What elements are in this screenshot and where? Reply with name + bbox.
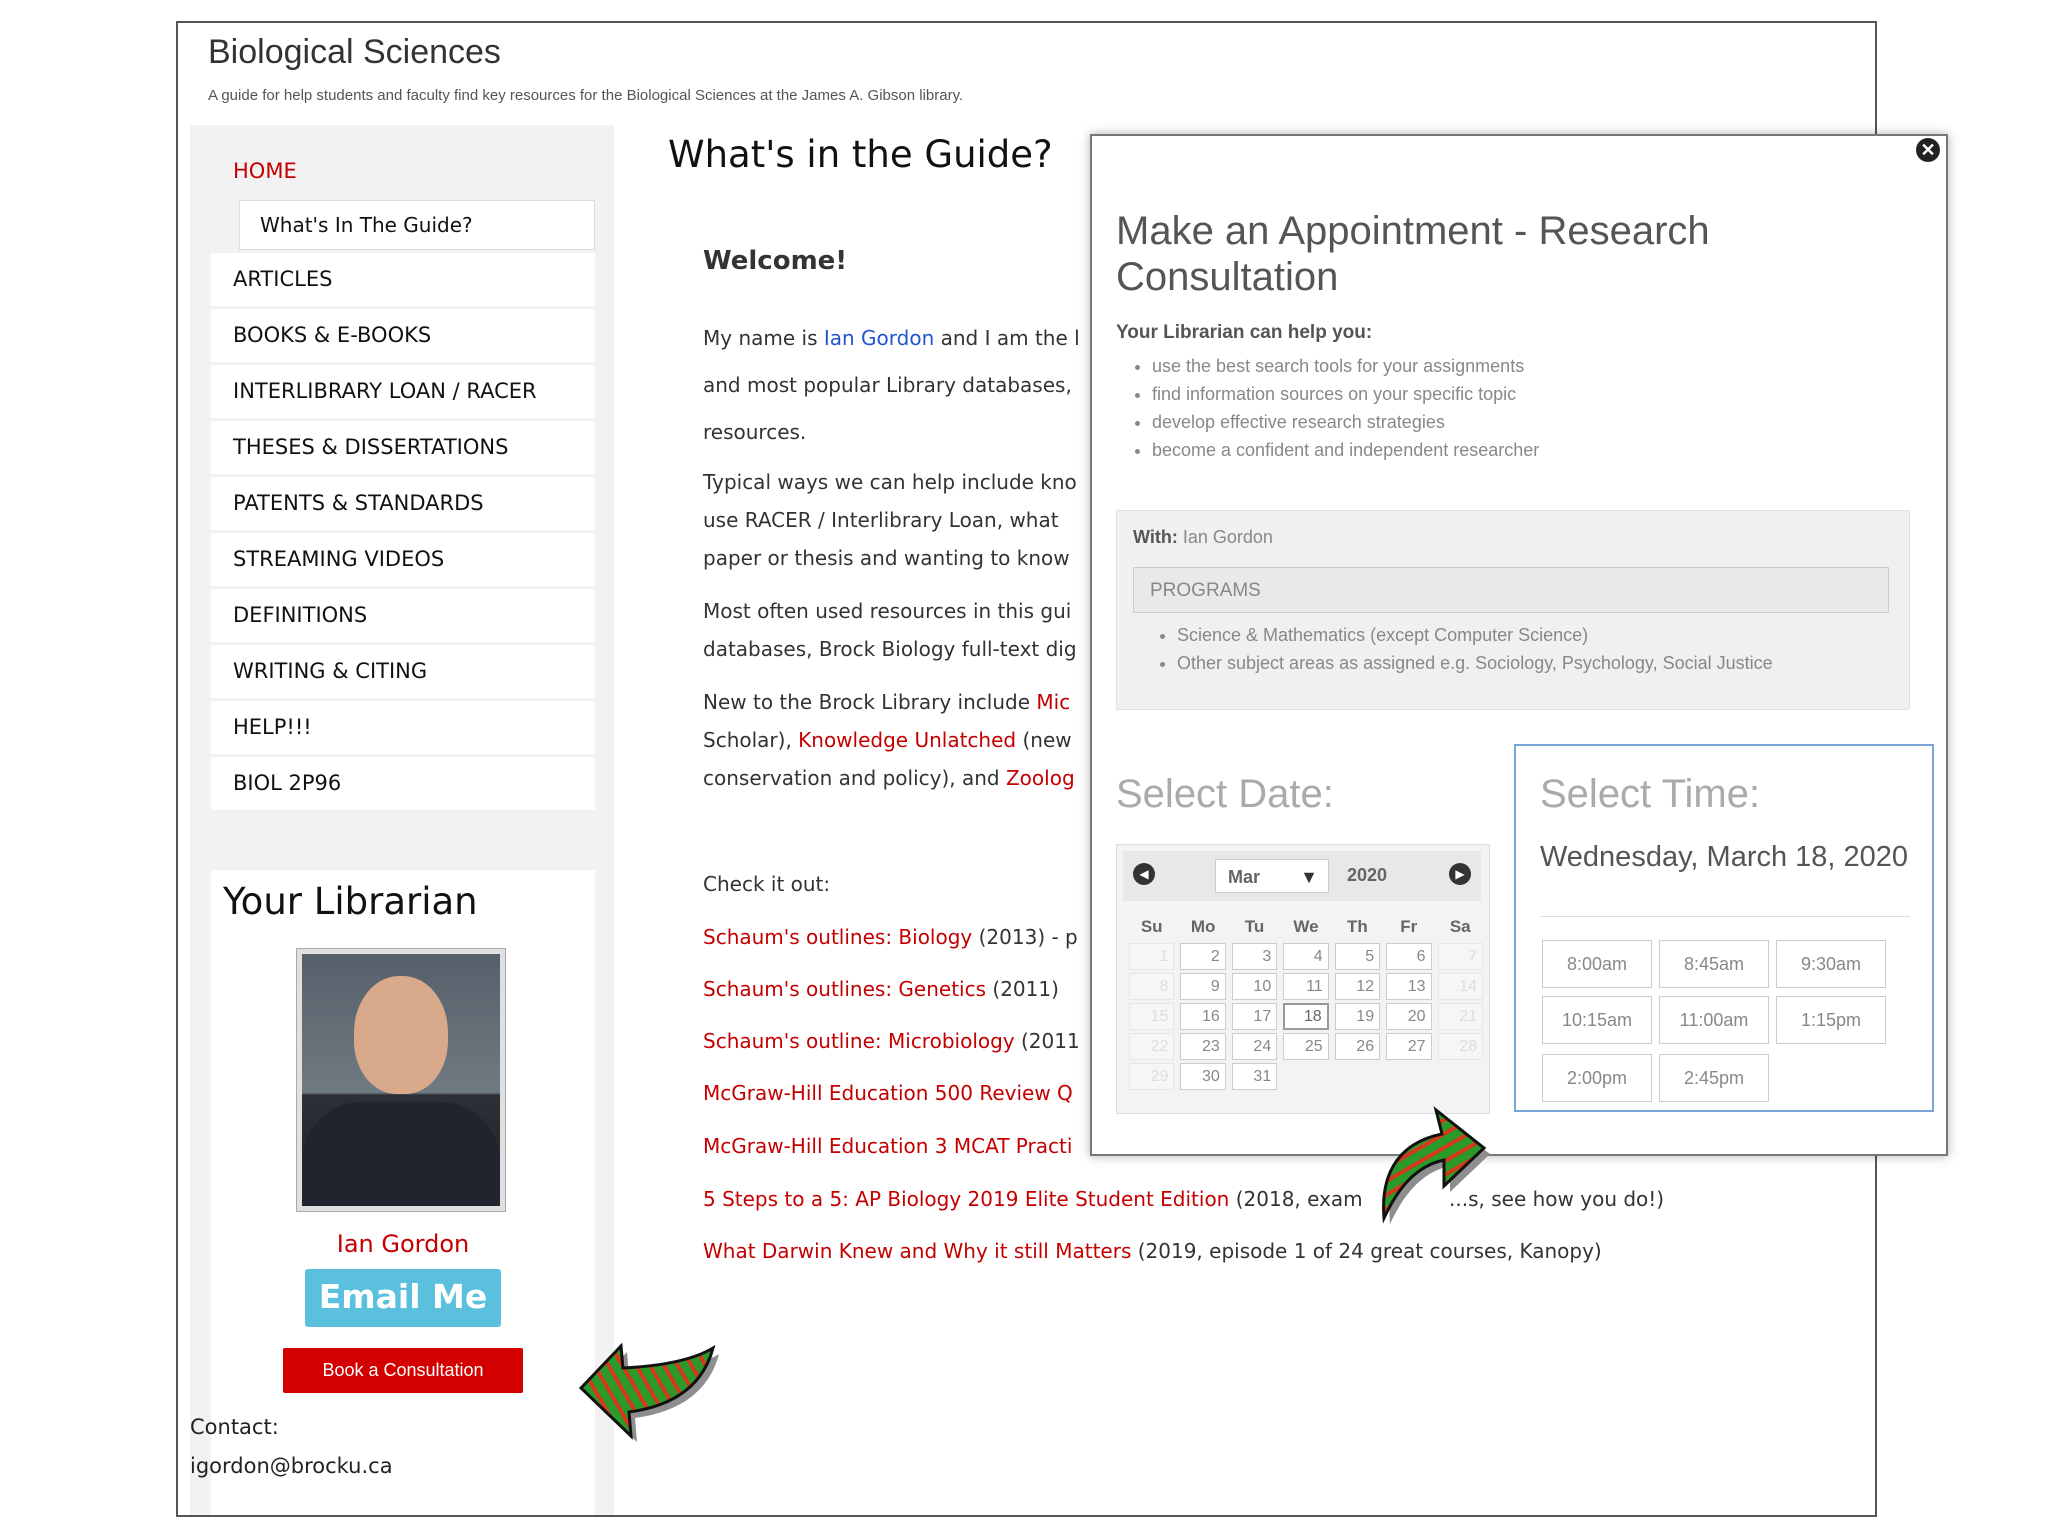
- new-text-2: Scholar),: [703, 728, 799, 752]
- check-it-out: Check it out:: [703, 872, 831, 896]
- sidebar: [190, 125, 614, 1517]
- resource-link[interactable]: What Darwin Knew and Why it still Matters: [703, 1239, 1132, 1263]
- side-nav: [211, 145, 595, 813]
- arrow-annotation-icon: [1372, 1090, 1502, 1230]
- nav-home[interactable]: HOME: [233, 159, 297, 183]
- photo-face: [354, 976, 448, 1094]
- with-name: Ian Gordon: [1182, 527, 1273, 547]
- nav-definitions[interactable]: DEFINITIONS: [211, 589, 595, 642]
- resource-item: [703, 1081, 1073, 1105]
- weekday-label: Su: [1140, 917, 1163, 936]
- time-slot[interactable]: 10:15am: [1542, 996, 1652, 1044]
- calendar-day[interactable]: 6: [1386, 943, 1431, 970]
- calendar-day: 21: [1438, 1003, 1484, 1030]
- resource-link[interactable]: Schaum's outlines: Biology: [703, 925, 973, 949]
- help-item: • become a confident and independent researcher: [1152, 436, 1539, 464]
- nav-streaming-videos[interactable]: STREAMING VIDEOS: [211, 533, 595, 586]
- calendar-day[interactable]: 24: [1232, 1033, 1277, 1060]
- help-line-3: paper or thesis and wanting to know: [703, 546, 1070, 570]
- ian-gordon-link[interactable]: Ian Gordon: [823, 326, 935, 350]
- time-slot[interactable]: 1:15pm: [1776, 996, 1886, 1044]
- calendar-day[interactable]: 9: [1180, 973, 1225, 1000]
- nav-biol-2p96[interactable]: BIOL 2P96: [211, 757, 595, 810]
- librarian-name[interactable]: Ian Gordon: [336, 1230, 470, 1258]
- resource-note: (2013) - p: [972, 925, 1078, 949]
- resources-line-1: Most often used resources in this gui: [703, 599, 1072, 623]
- calendar-header: [1123, 851, 1481, 901]
- resource-item: [703, 925, 1078, 949]
- intro-line-2: and most popular Library databases,: [703, 373, 1072, 397]
- chevron-right-icon[interactable]: ▶: [1449, 863, 1471, 885]
- contact-email[interactable]: igordon@brocku.ca: [190, 1454, 393, 1478]
- calendar-day[interactable]: 3: [1232, 943, 1277, 970]
- resource-note-end: ...s, see how you do!): [1449, 1187, 1665, 1211]
- weekday-label: Th: [1347, 917, 1368, 936]
- calendar-day[interactable]: 30: [1180, 1063, 1225, 1090]
- help-line-1: Typical ways we can help include kno: [703, 470, 1077, 494]
- resource-link[interactable]: McGraw-Hill Education 500 Review Q: [703, 1081, 1073, 1105]
- intro-line-3: resources.: [703, 420, 807, 444]
- resource-link[interactable]: Schaum's outline: Microbiology: [703, 1029, 1015, 1053]
- site-title: Biological Sciences: [208, 33, 501, 71]
- help-item: • develop effective research strategies: [1152, 408, 1539, 436]
- calendar-day[interactable]: 2: [1180, 943, 1225, 970]
- intro-text: My name is: [703, 326, 824, 350]
- calendar-day: 7: [1438, 943, 1484, 970]
- resource-item: [703, 1029, 1080, 1053]
- programs-header[interactable]: PROGRAMS: [1133, 567, 1889, 613]
- zoolog-link[interactable]: Zoolog: [1005, 766, 1075, 790]
- calendar-day[interactable]: 17: [1232, 1003, 1277, 1030]
- modal-title: Make an Appointment - Research Consultation: [1116, 209, 1710, 299]
- weekday-label: Mo: [1190, 917, 1216, 936]
- calendar-day[interactable]: 25: [1283, 1033, 1328, 1060]
- photo-image: [302, 954, 500, 1206]
- weekday-label: Fr: [1400, 917, 1418, 936]
- welcome-heading: Welcome!: [703, 246, 848, 276]
- arrow-annotation-icon: [573, 1308, 723, 1458]
- resource-link[interactable]: 5 Steps to a 5: AP Biology 2019 Elite Student Edition: [703, 1187, 1230, 1211]
- time-slot[interactable]: 8:45am: [1659, 940, 1769, 988]
- nav-books[interactable]: BOOKS & E-BOOKS: [211, 309, 595, 362]
- calendar-day: 29: [1129, 1063, 1174, 1090]
- new-line-1: [703, 690, 1070, 714]
- intro-text-2: and I am the l: [934, 326, 1080, 350]
- new-text: New to the Brock Library include: [703, 690, 1037, 714]
- chevron-down-icon: ▼: [1300, 867, 1318, 887]
- appointment-modal: [1090, 134, 1948, 1156]
- calendar-day[interactable]: 23: [1180, 1033, 1225, 1060]
- calendar-day[interactable]: 19: [1335, 1003, 1380, 1030]
- page-heading: What's in the Guide?: [668, 133, 1053, 176]
- calendar-day[interactable]: 11: [1283, 973, 1328, 1000]
- calendar-day[interactable]: 27: [1386, 1033, 1431, 1060]
- close-icon[interactable]: ✕: [1916, 138, 1940, 162]
- resource-item: [703, 1134, 1072, 1158]
- nav-interlibrary-loan[interactable]: INTERLIBRARY LOAN / RACER: [211, 365, 595, 418]
- selected-date-label: Wednesday, March 18, 2020: [1539, 841, 1909, 873]
- calendar-day: 28: [1438, 1033, 1484, 1060]
- resource-note: (2019, episode 1 of 24 great courses, Kanopy): [1131, 1239, 1602, 1263]
- with-panel: [1116, 510, 1910, 710]
- resource-item: [703, 977, 1059, 1001]
- chevron-left-icon[interactable]: ◀: [1133, 863, 1155, 885]
- new-line-2: [703, 728, 1072, 752]
- calendar-empty: [1438, 1063, 1484, 1090]
- calendar-day: 15: [1129, 1003, 1174, 1030]
- help-item: • find information sources on your specific topic: [1152, 380, 1539, 408]
- resource-note: (2011: [1014, 1029, 1080, 1053]
- librarian-photo: [296, 948, 506, 1212]
- calendar-empty: [1283, 1063, 1328, 1090]
- intro-line-1: [703, 326, 1080, 350]
- resource-item: [703, 1239, 1602, 1263]
- nav-whats-in-guide[interactable]: What's In The Guide?: [239, 200, 595, 250]
- calendar-day[interactable]: 16: [1180, 1003, 1225, 1030]
- calendar-day: 14: [1438, 973, 1484, 1000]
- date-picker: [1116, 844, 1490, 1114]
- nav-writing-citing[interactable]: WRITING & CITING: [211, 645, 595, 698]
- new-line-3: [703, 766, 1075, 790]
- calendar-day: 1: [1129, 943, 1174, 970]
- calendar-day[interactable]: 5: [1335, 943, 1380, 970]
- with-label: With:: [1133, 527, 1178, 547]
- help-line-2: use RACER / Interlibrary Loan, what: [703, 508, 1059, 532]
- resource-note: (2018, exam: [1229, 1187, 1370, 1211]
- site-subtitle: A guide for help students and faculty find key resources for the Biological Sciences at the James A. Gibson library.: [208, 87, 964, 104]
- year-label: 2020: [1347, 865, 1388, 885]
- calendar-day[interactable]: 10: [1232, 973, 1277, 1000]
- knowledge-unlatched-link[interactable]: Knowledge Unlatched: [798, 728, 1017, 752]
- librarian-box: [190, 870, 595, 1517]
- calendar-day[interactable]: 31: [1232, 1063, 1277, 1090]
- resources-line-2: databases, Brock Biology full-text dig: [703, 637, 1077, 661]
- calendar-day[interactable]: 20: [1386, 1003, 1431, 1030]
- calendar-empty: [1386, 1063, 1431, 1090]
- time-slot[interactable]: 9:30am: [1776, 940, 1886, 988]
- photo-shirt: [302, 1102, 500, 1206]
- resource-item: [703, 1187, 1664, 1211]
- time-slot[interactable]: 2:00pm: [1542, 1054, 1652, 1102]
- new-text-3: (new: [1016, 728, 1072, 752]
- weekday-label: Tu: [1244, 917, 1265, 936]
- programs-list: [1177, 621, 1773, 677]
- calendar-day: 22: [1129, 1033, 1174, 1060]
- calendar-day-selected[interactable]: 18: [1283, 1003, 1328, 1030]
- month-select[interactable]: [1215, 859, 1329, 893]
- librarian-heading: Your Librarian: [223, 880, 478, 923]
- resource-link[interactable]: Schaum's outlines: Genetics: [703, 977, 987, 1001]
- calendar-day[interactable]: 12: [1335, 973, 1380, 1000]
- select-time-heading: Select Time:: [1540, 772, 1761, 816]
- new-text-4: conservation and policy), and: [703, 766, 1006, 790]
- help-item: • use the best search tools for your assignments: [1152, 352, 1539, 380]
- time-slot[interactable]: 2:45pm: [1659, 1054, 1769, 1102]
- calendar-day[interactable]: 26: [1335, 1033, 1380, 1060]
- weekday-label: Sa: [1449, 917, 1471, 936]
- calendar-empty: [1335, 1063, 1380, 1090]
- help-list: [1152, 352, 1539, 464]
- nav-theses[interactable]: THESES & DISSERTATIONS: [211, 421, 595, 474]
- help-label: Your Librarian can help you:: [1116, 322, 1373, 343]
- weekday-label: We: [1293, 917, 1319, 936]
- book-consultation-button[interactable]: Book a Consultation: [283, 1348, 523, 1393]
- time-picker: [1514, 744, 1934, 1112]
- calendar-day[interactable]: 13: [1386, 973, 1431, 1000]
- calendar-day: 8: [1129, 973, 1174, 1000]
- calendar-day[interactable]: 4: [1283, 943, 1328, 970]
- nav-help[interactable]: HELP!!!: [211, 701, 595, 754]
- time-slot[interactable]: 8:00am: [1542, 940, 1652, 988]
- time-slot[interactable]: 11:00am: [1659, 996, 1769, 1044]
- contact-label: Contact:: [190, 1415, 279, 1439]
- nav-patents[interactable]: PATENTS & STANDARDS: [211, 477, 595, 530]
- nav-articles[interactable]: ARTICLES: [211, 253, 595, 306]
- resource-note: (2011): [986, 977, 1059, 1001]
- divider: [1540, 916, 1910, 917]
- select-date-heading: Select Date:: [1116, 772, 1334, 816]
- mic-link[interactable]: Mic: [1036, 690, 1071, 714]
- email-me-button[interactable]: Email Me: [305, 1269, 501, 1327]
- resource-link[interactable]: McGraw-Hill Education 3 MCAT Practi: [703, 1134, 1073, 1158]
- month-value: Mar: [1228, 867, 1261, 887]
- with-row: [1133, 527, 1273, 548]
- program-item: • Other subject areas as assigned e.g. Sociology, Psychology, Social Justice: [1177, 649, 1773, 677]
- calendar-grid: [1123, 911, 1489, 1093]
- program-item: • Science & Mathematics (except Computer Science): [1177, 621, 1773, 649]
